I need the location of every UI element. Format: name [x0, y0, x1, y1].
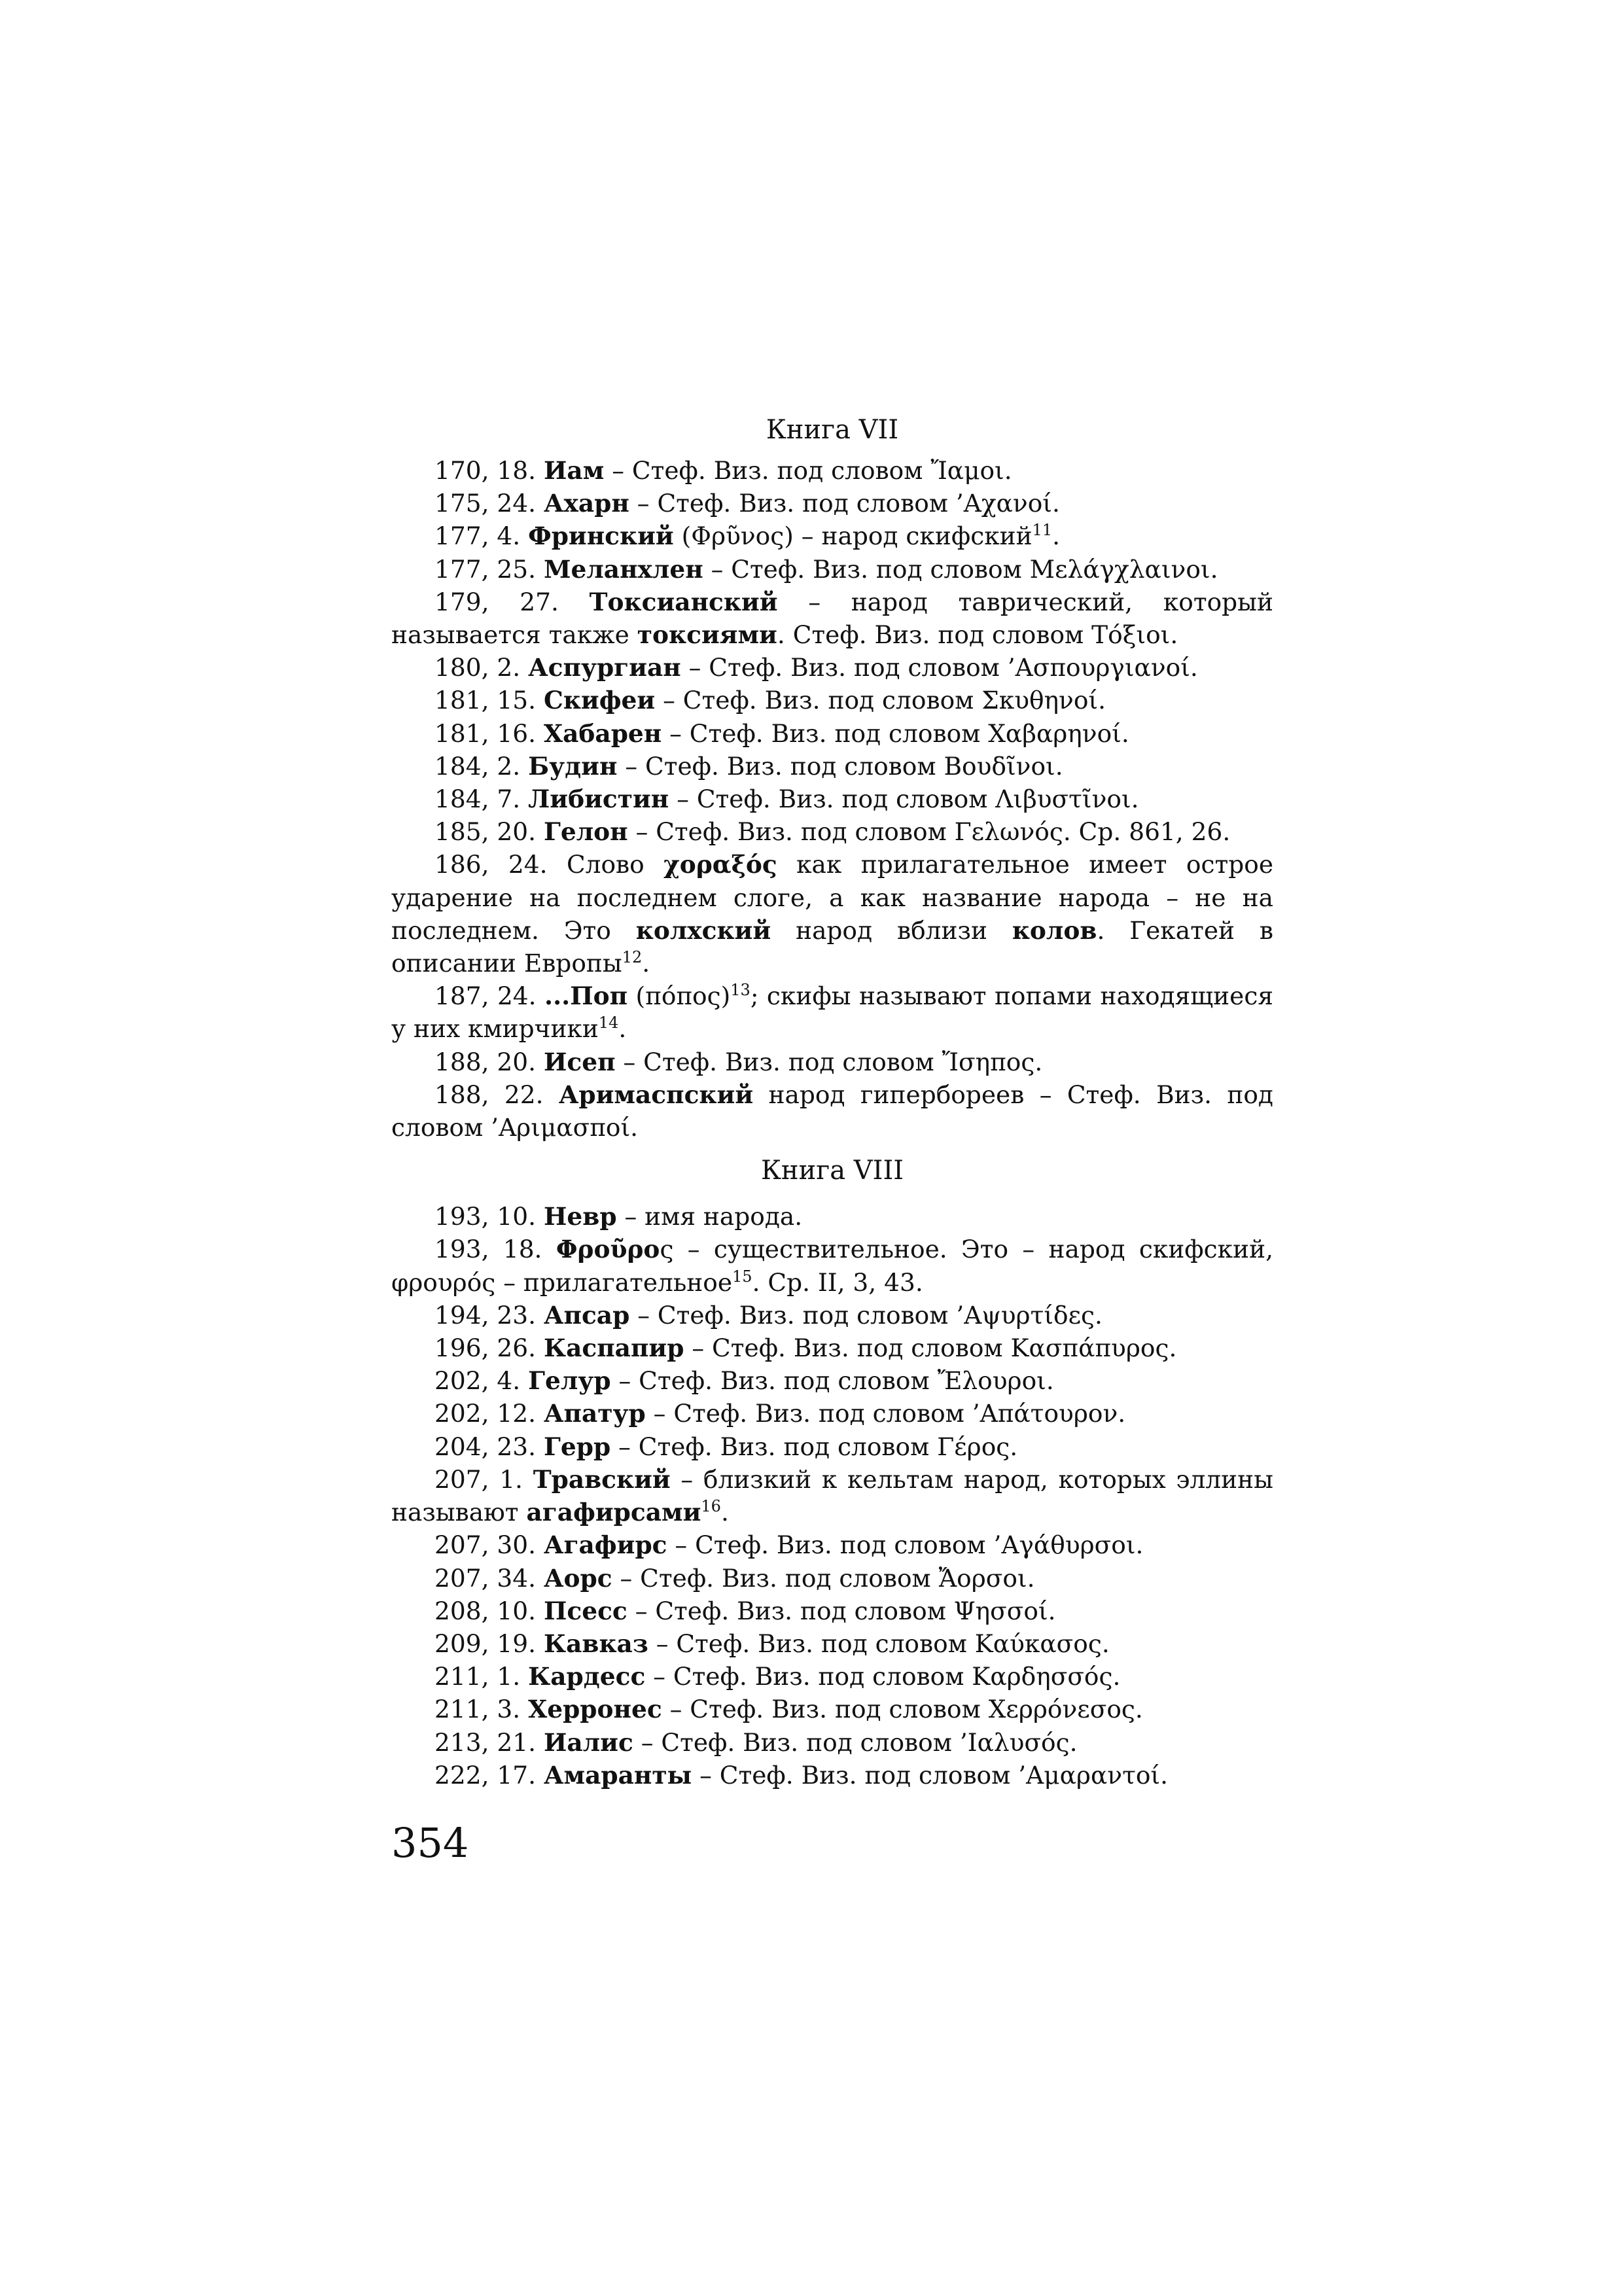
entry-headword: Херронес [528, 1695, 662, 1724]
entry-text: – Стеф. Виз. под словом ’Αψυρτίδες. [637, 1300, 1103, 1330]
entry-headword: Аорс [543, 1563, 612, 1593]
entry-headword: Исеп [543, 1047, 616, 1076]
entry-text: – Стеф. Виз. под словом Χαβαρηνοί. [669, 718, 1129, 748]
entry-text: – Стеф. Виз. под словом Χερρόνεσος. [669, 1695, 1143, 1724]
entry-headword: Аспургиан [528, 653, 681, 682]
entry-reference: 202, 4. [434, 1366, 521, 1396]
index-entry [391, 651, 1273, 684]
entry-headword: Каспапир [543, 1333, 684, 1363]
entry-text: народ гипербореев – Стеф. Виз. под словом ’Αριμασποί. [391, 1080, 1274, 1142]
entry-headword: Апатур [543, 1399, 646, 1428]
entry-text: как прилагательное имеет острое ударение на последнем слоге, а как название народа – не на последнем. Это [391, 850, 1274, 945]
entry-text: – Стеф. Виз. под словом Ἴσηπος. [623, 1047, 1043, 1076]
index-entry [391, 815, 1273, 848]
entry-reference: 188, 20. [434, 1047, 537, 1076]
entry-headword: Аримаспский [558, 1080, 754, 1109]
entry-text: Слово [566, 850, 644, 879]
entry-text: – имя народа. [624, 1202, 803, 1231]
index-entry [391, 487, 1273, 520]
entry-headword: Травский [533, 1464, 671, 1494]
index-entry [391, 1364, 1273, 1397]
entry-headword: колов [1012, 915, 1097, 945]
entry-headword: токсиями [637, 620, 777, 650]
entry-headword: Иам [543, 456, 605, 485]
index-entry [391, 1299, 1273, 1332]
entry-reference: 181, 15. [434, 686, 537, 715]
entry-headword: Φροῦρο [556, 1235, 660, 1264]
index-entry [391, 1627, 1273, 1660]
entry-headword: Апсар [543, 1300, 630, 1330]
entry-headword: Будин [528, 751, 618, 781]
entry-headword: Гелур [528, 1366, 611, 1396]
entry-text: ς – существительное. Это – народ скифский, φρουρός – прилагательное [391, 1235, 1274, 1297]
entry-headword: колхский [635, 915, 771, 945]
entry-text: . [618, 1014, 627, 1044]
page-body [391, 411, 1273, 1792]
entry-reference: 180, 2. [434, 653, 521, 682]
section-heading-book-7: Книга VII [766, 415, 899, 445]
entry-reference: 177, 4. [434, 521, 521, 551]
entry-headword: Ахарн [543, 489, 629, 518]
entry-text: – Стеф. Виз. под словом ’Αγάθυρσοι. [675, 1530, 1144, 1560]
entry-headword: Псесс [543, 1596, 627, 1625]
index-entry [391, 454, 1273, 487]
entry-text: (Φρῦνος) – народ скифский [681, 521, 1033, 551]
entry-headword: Агафирс [543, 1530, 667, 1560]
entry-reference: 170, 18. [434, 456, 537, 485]
entry-headword: Иалис [543, 1727, 633, 1757]
entry-reference: 187, 24. [434, 981, 537, 1011]
entry-headword: Кардесс [528, 1662, 646, 1691]
index-entry [391, 1332, 1273, 1364]
entry-reference: 209, 19. [434, 1629, 537, 1658]
entry-text: – Стеф. Виз. под словом ’Απάτουρον. [653, 1399, 1126, 1428]
entry-text: – Стеф. Виз. под словом ’Αμαραντοί. [699, 1760, 1169, 1790]
footnote-marker: 13 [730, 981, 750, 1000]
footnote-marker: 16 [701, 1497, 721, 1516]
index-entry [391, 1463, 1273, 1528]
entry-headword: Токсианский [589, 587, 778, 616]
entry-text: – Стеф. Виз. под словом Γέρος. [618, 1432, 1018, 1461]
entry-reference: 207, 30. [434, 1530, 537, 1560]
entry-text: – Стеф. Виз. под словом Καρδησσός. [653, 1662, 1121, 1691]
entry-text: . [720, 1498, 729, 1527]
entry-text: – Стеф. Виз. под словом Βουδῖνοι. [625, 751, 1063, 781]
index-entry [391, 1595, 1273, 1627]
entry-list-book-8 [391, 1200, 1273, 1792]
page-number: 354 [391, 1819, 469, 1867]
index-entry [391, 1759, 1273, 1792]
entry-reference: 193, 10. [434, 1202, 537, 1231]
entry-text: . [1052, 521, 1061, 551]
entry-reference: 185, 20. [434, 817, 537, 847]
entry-headword: Скифеи [543, 686, 656, 715]
entry-text: – Стеф. Виз. под словом ’Ασπουργιανοί. [688, 653, 1198, 682]
entry-headword: Кавказ [543, 1629, 648, 1658]
entry-reference: 175, 24. [434, 489, 537, 518]
entry-text: – народ таврический, который называется также [391, 587, 1274, 650]
index-entry [391, 1078, 1273, 1144]
index-entry [391, 684, 1273, 716]
index-entry [391, 1528, 1273, 1561]
index-entry [391, 1660, 1273, 1693]
section-heading-book-8: Книга VIII [760, 1156, 904, 1186]
entry-headword: Хабарен [543, 718, 662, 748]
entry-headword: Меланхлен [543, 554, 703, 584]
index-entry [391, 1200, 1273, 1233]
entry-text: – Стеф. Виз. под словом Καύκασος. [656, 1629, 1110, 1658]
footnote-marker: 14 [598, 1014, 619, 1033]
entry-reference: 188, 22. [434, 1080, 544, 1109]
index-entry [391, 980, 1273, 1045]
entry-reference: 204, 23. [434, 1432, 537, 1461]
entry-reference: 186, 24. [434, 850, 548, 879]
entry-text: – Стеф. Виз. под словом Σκυθηνοί. [663, 686, 1106, 715]
entry-headword: Амаранты [543, 1760, 692, 1790]
entry-reference: 193, 18. [434, 1235, 542, 1264]
index-entry [391, 717, 1273, 750]
index-entry [391, 1397, 1273, 1430]
entry-reference: 194, 23. [434, 1300, 537, 1330]
entry-text: . Ср. II, 3, 43. [752, 1267, 923, 1297]
entry-reference: 222, 17. [434, 1760, 537, 1790]
entry-headword: Гелон [543, 817, 628, 847]
footnote-marker: 12 [622, 948, 643, 967]
entry-reference: 177, 25. [434, 554, 537, 584]
entry-text: (πόπος) [635, 981, 731, 1011]
entry-headword: Фринский [528, 521, 674, 551]
footnote-marker: 15 [732, 1267, 752, 1286]
entry-text: . Гекатей в описании Европы [391, 915, 1274, 978]
entry-reference: 207, 1. [434, 1464, 523, 1494]
index-entry [391, 553, 1273, 586]
entry-headword: Либистин [528, 785, 669, 814]
entry-text: – Стеф. Виз. под словом Λιβυστῖνοι. [677, 785, 1139, 814]
index-entry [391, 1430, 1273, 1463]
index-entry [391, 520, 1273, 552]
entry-reference: 184, 7. [434, 785, 521, 814]
entry-text: – Стеф. Виз. под словом Μελάγχλαινοι. [711, 554, 1218, 584]
entry-reference: 179, 27. [434, 587, 559, 616]
entry-text: – Стеф. Виз. под словом Κασπάπυρος. [692, 1333, 1177, 1363]
footnote-marker: 11 [1032, 521, 1053, 540]
entry-text: – Стеф. Виз. под словом Ἔλουροι. [618, 1366, 1054, 1396]
entry-reference: 207, 34. [434, 1563, 537, 1593]
entry-text: . Стеф. Виз. под словом Τόξιοι. [777, 620, 1178, 650]
index-entry [391, 1233, 1273, 1298]
index-entry [391, 1046, 1273, 1078]
entry-headword: Невр [543, 1202, 617, 1231]
entry-reference: 213, 21. [434, 1727, 537, 1757]
entry-text: – близкий к кельтам народ, которых эллины называют [391, 1464, 1273, 1527]
index-entry [391, 783, 1273, 815]
entry-text: народ вблизи [796, 915, 987, 945]
entry-text: – Стеф. Виз. под словом Ψησσοί. [635, 1596, 1056, 1625]
entry-text: – Стеф. Виз. под словом Ἄορσοι. [620, 1563, 1035, 1593]
entry-text: . [642, 949, 650, 978]
index-entry [391, 750, 1273, 783]
entry-reference: 196, 26. [434, 1333, 537, 1363]
entry-text: – Стеф. Виз. под словом Γελωνός. Ср. 861, 26. [635, 817, 1231, 847]
entry-reference: 202, 12. [434, 1399, 537, 1428]
entry-text: – Стеф. Виз. под словом Ἴαμοι. [612, 456, 1012, 485]
entry-reference: 211, 1. [434, 1662, 521, 1691]
entry-headword: ...Поп [544, 981, 628, 1011]
index-entry [391, 1693, 1273, 1725]
entry-reference: 211, 3. [434, 1695, 521, 1724]
index-entry [391, 1562, 1273, 1595]
entry-text: – Стеф. Виз. под словом ’Αχανοί. [637, 489, 1060, 518]
index-entry [391, 1726, 1273, 1759]
index-entry [391, 586, 1273, 651]
entry-reference: 208, 10. [434, 1596, 537, 1625]
entry-reference: 184, 2. [434, 751, 521, 781]
entry-headword: агафирсами [526, 1498, 701, 1527]
index-entry [391, 848, 1273, 980]
entry-headword: χοραξός [663, 850, 777, 879]
entry-text: ; скифы называют попами находящиеся у них кмирчики [391, 981, 1274, 1044]
entry-reference: 181, 16. [434, 718, 537, 748]
entry-text: – Стеф. Виз. под словом ’Ιαλυσός. [641, 1727, 1078, 1757]
entry-headword: Герр [543, 1432, 611, 1461]
entry-list-book-7 [391, 454, 1273, 1144]
